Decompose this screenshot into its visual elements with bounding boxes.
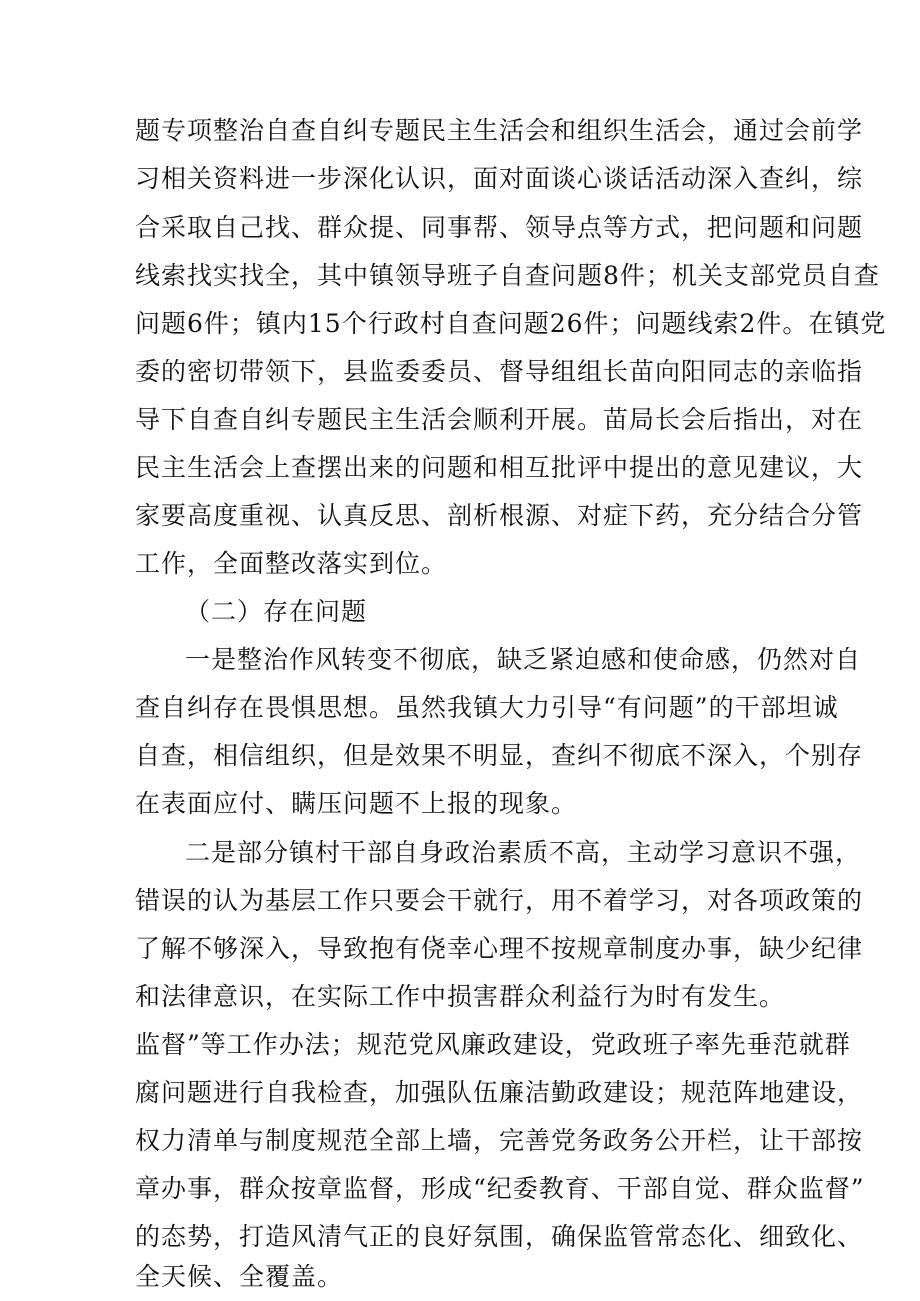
- paragraph-line: 错误的认为基层工作只要会干就行，用不着学习，对各项政策的: [135, 886, 864, 915]
- paragraph-line: 和法律意识，在实际工作中损害群众利益行为时有发生。: [135, 982, 786, 1011]
- paragraph-line: 章办事，群众按章监督，形成“纪委教育、干部自觉、群众监督”: [135, 1174, 865, 1203]
- paragraph-line: 的态势，打造风清气正的良好氛围，确保监管常态化、细致化、: [135, 1222, 864, 1251]
- paragraph-line: 了解不够深入，导致抱有侥幸心理不按规章制度办事，缺少纪律: [135, 934, 864, 963]
- paragraph-line: 自查，相信组织，但是效果不明显，查纠不彻底不深入，个别存: [135, 741, 864, 770]
- paragraph-line: 合采取自己找、群众提、同事帮、领导点等方式，把问题和问题: [135, 213, 864, 242]
- paragraph-line: 民主生活会上查摆出来的问题和相互批评中提出的意见建议，大: [135, 453, 864, 482]
- section-heading: （二）存在问题: [185, 597, 368, 626]
- paragraph-line: 查自纠存在畏惧思想。虽然我镇大力引导“有问题”的干部坦诚: [135, 693, 839, 722]
- paragraph-line: 工作，全面整改落实到位。: [135, 549, 448, 578]
- paragraph-line: 在表面应付、瞒压问题不上报的现象。: [135, 789, 578, 818]
- paragraph-line: 委的密切带领下，县监委委员、督导组组长苗向阳同志的亲临指: [135, 357, 864, 386]
- paragraph-line: 全天候、全覆盖。: [135, 1262, 344, 1291]
- paragraph-line: 权力清单与制度规范全部上墙，完善党务政务公开栏，让干部按: [135, 1126, 864, 1155]
- paragraph-line: 家要高度重视、认真反思、剖析根源、对症下药，充分结合分管: [135, 501, 864, 530]
- paragraph-line: 监督”等工作办法；规范党风廉政建设，党政班子率先垂范就群: [135, 1030, 851, 1059]
- paragraph-line: 二是部分镇村干部自身政治素质不高，主动学习意识不强，: [185, 838, 862, 867]
- paragraph-line: 腐问题进行自我检查，加强队伍廉洁勤政建设；规范阵地建设，: [135, 1078, 864, 1107]
- paragraph-line: 题专项整治自查自纠专题民主生活会和组织生活会，通过会前学: [135, 116, 864, 145]
- paragraph-line: 导下自查自纠专题民主生活会顺利开展。苗局长会后指出，对在: [135, 405, 864, 434]
- paragraph-line: 一是整治作风转变不彻底，缺乏紧迫感和使命感，仍然对自: [185, 645, 862, 674]
- paragraph-line: 线索找实找全，其中镇领导班子自查问题8件；机关支部党员自查: [135, 261, 880, 290]
- paragraph-line: 问题6件；镇内15个行政村自查问题26件；问题线索2件。在镇党: [135, 309, 887, 338]
- paragraph-line: 习相关资料进一步深化认识，面对面谈心谈话活动深入查纠，综: [135, 164, 864, 193]
